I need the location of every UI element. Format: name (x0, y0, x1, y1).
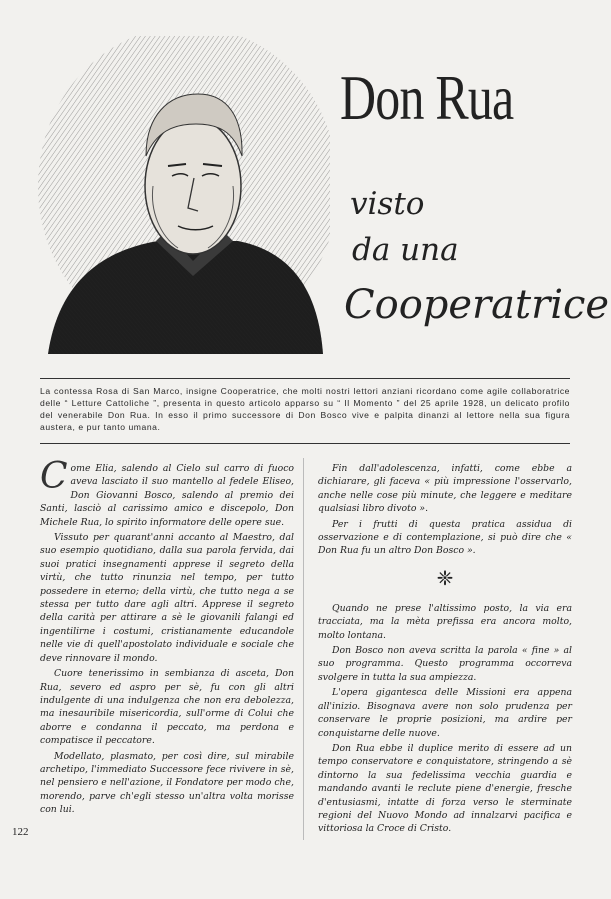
dropcap: C (40, 456, 68, 497)
column-divider (303, 458, 304, 840)
body-paragraph: Don Rua ebbe il duplice merito di essere ad un tempo conservatore e conquistatore, stringendo a sè dintorno la sua fedelissima vecchia guardia e mandando avanti le reclute piene d'energie, fresche d'entusiasmi, intatte di forza verso le sterminate regioni del Nuovo Mondo ad innalzarvi pacifica e vittoriosa la Croce di Cristo. (318, 742, 572, 835)
intro-top-rule (40, 378, 570, 379)
body-paragraph: Fin dall'adolescenza, infatti, come ebbe a dichiarare, gli faceva « più impressione l'osservarlo, anche nelle cose più minute, che leggere e meditare qualsiasi libro divoto ». (318, 463, 572, 515)
article-subtitle-line-2: da una (352, 232, 459, 268)
body-paragraph: Quando ne prese l'altissimo posto, la via era tracciata, ma la mèta prefissa era ancora molto, molto lontana. (318, 602, 572, 641)
body-paragraph: Come Elia, salendo al Cielo sul carro di fuoco aveva lasciato il suo mantello al fedele Eliseo, Don Giovanni Bosco, salendo al premio dei Santi, lasciò al carissimo amico e discepolo, Don Michele Rua, lo spirito informatore delle opere sue. (40, 456, 294, 528)
left-column (40, 456, 294, 819)
intro-text: La contessa Rosa di San Marco, insigne Cooperatrice, che molti nostri lettori anziani ricordano come agile collaboratrice delle “ Letture Cattoliche ”, presenta in questo articolo apparso su “ Il Momento ” del 25 aprile 1928, un delicato profilo del venerabile Don Rua. In esso il primo successore di Don Bosco vive e palpita dinanzi al lettore nella sua figura austera, e pur tanto umana. (40, 386, 570, 432)
body-paragraph: Vissuto per quarant'anni accanto al Maestro, dal suo esempio quotidiano, dalla sua parola fervida, dai suoi pratici insegnamenti apprese il segreto della virtù, che tutto rinunzia nel tempo, per tutto possedere in eterno; della virtù, che tutto nega a se stessa per tutto dare agli altri. Apprese il segreto della carità per attirare a sè le giovanili falangi ed ingentilirne i costumi, cristianamente educandole nelle vie di quell'apostolato individuale e sociale che deve rinnovare il mondo. (40, 532, 294, 664)
body-paragraph: Cuore tenerissimo in sembianza di asceta, Don Rua, severo ed aspro per sè, fu con gli altri indulgente di una indulgenza che non era debolezza, ma inesauribile misericordia, sull'orme di Colui che aborre e condanna il peccato, ma perdona e compatisce il peccatore. (40, 668, 294, 747)
body-paragraph: Per i frutti di questa pratica assidua di osservazione e di contemplazione, si può dire che « Don Rua fu un altro Don Bosco ». (318, 518, 572, 557)
body-paragraph: Modellato, plasmato, per così dire, sul mirabile archetipo, l'immediato Successore fece rivivere in sè, nel pensiero e nell'azione, il Fondatore per modo che, morendo, parve ch'egli stesso un'altra volta morisse con lui. (40, 750, 294, 816)
body-paragraph: Don Bosco non aveva scritta la parola « fine » al suo programma. Questo programma occorreva svolgere in tutta la sua ampiezza. (318, 645, 572, 683)
intro-bottom-rule (40, 443, 570, 444)
body-paragraph: L'opera gigantesca delle Missioni era appena all'inizio. Bisognava avere non solo prudenza per conservare le proprie posizioni, ma ardire per conquistarne delle nuove. (318, 687, 572, 739)
article-subtitle-line-1: visto (350, 186, 425, 222)
article-title: Don Rua (340, 62, 514, 133)
article-subtitle-line-3: Cooperatrice (344, 282, 610, 328)
right-column (318, 462, 572, 838)
page-number: 122 (12, 826, 29, 838)
ornament-icon: ❈ (436, 565, 454, 590)
portrait-illustration (28, 36, 330, 354)
